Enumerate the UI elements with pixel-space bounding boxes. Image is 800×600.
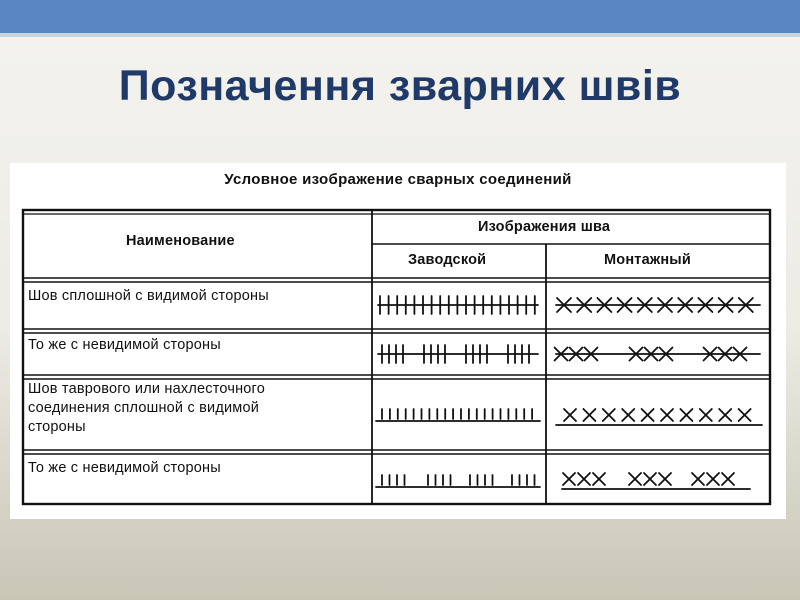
row-1-name: Шов сплошной с видимой стороны — [28, 288, 269, 304]
row-3-name-line-3: стороны — [28, 419, 86, 435]
top-bar — [0, 0, 800, 33]
table-caption: Условное изображение сварных соединений — [224, 171, 572, 188]
slide-title: Позначення зварних швів — [118, 62, 682, 110]
weld-symbols-figure — [10, 163, 786, 519]
top-bar-shadow — [0, 33, 800, 37]
row-3-name-line-1: Шов таврового или нахлесточного — [28, 381, 265, 397]
header-assembly: Монтажный — [604, 252, 691, 268]
header-images: Изображения шва — [478, 219, 611, 235]
row-3-name-line-2: соединения сплошной с видимой — [28, 400, 260, 416]
row-2-name: То же с невидимой стороны — [28, 337, 221, 353]
header-name: Наименование — [126, 233, 235, 249]
row-4-name: То же с невидимой стороны — [28, 460, 221, 476]
header-factory: Заводской — [408, 252, 487, 268]
